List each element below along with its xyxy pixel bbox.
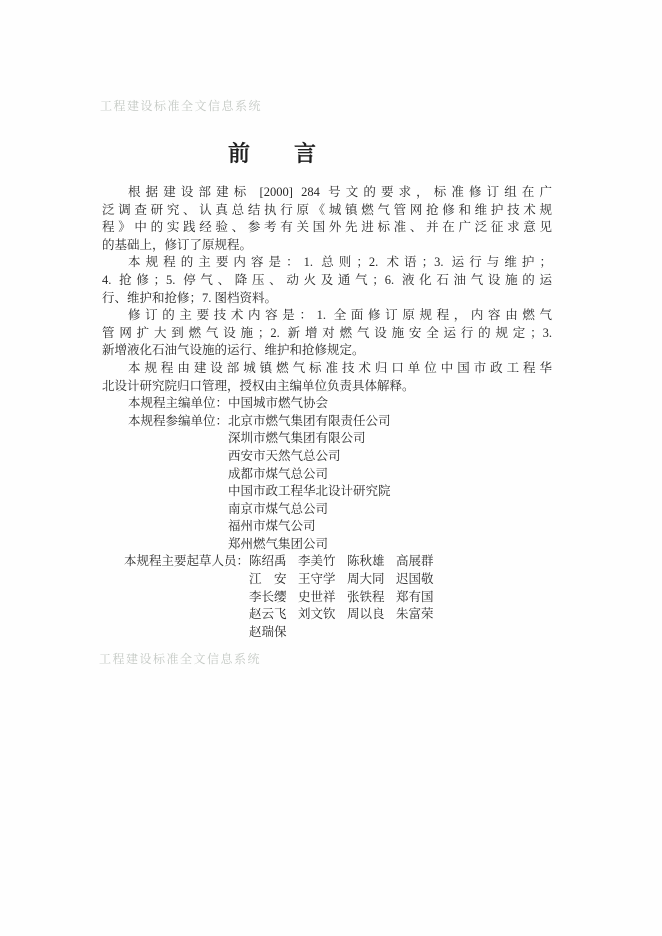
- participant-item: 南京市煤气总公司: [228, 501, 329, 516]
- drafter-row: [249, 606, 552, 624]
- drafters-row: [102, 553, 552, 641]
- paragraph-line: 的基础上，修订了原规程。: [102, 237, 253, 252]
- drafter-row: [249, 624, 552, 642]
- paragraph-line: 修订的主要技术内容是：1. 全面修订原规程，内容由燃气: [128, 308, 552, 323]
- drafter-name: 史世祥: [298, 589, 336, 604]
- watermark-top: 工程建设标准全文信息系统: [100, 99, 263, 113]
- chief-editor-value: 中国城市燃气协会: [228, 396, 329, 411]
- paragraph-line: 新增液化石油气设施的运行、维护和抢修规定。: [102, 343, 365, 358]
- drafter-name: 朱富荣: [396, 607, 434, 622]
- chief-editor-label: 本规程主编单位：: [128, 396, 229, 411]
- paragraph-line: 程》中的实践经验、参考有关国外先进标准、并在广泛征求意见: [102, 220, 552, 235]
- participant-item: 成都市煤气总公司: [228, 466, 329, 481]
- participating-units-row: [102, 413, 552, 554]
- paragraph-line: 本规程的主要内容是：1. 总则；2. 术语；3. 运行与维护；: [128, 255, 552, 270]
- drafter-name: 高展群: [396, 554, 434, 569]
- drafter-name: 迟国敬: [396, 572, 434, 587]
- drafter-row: [249, 571, 552, 589]
- drafter-name: 陈秋雄: [347, 554, 385, 569]
- paragraph: [102, 360, 552, 395]
- participant-item: 福州市煤气公司: [228, 519, 316, 534]
- paragraph-line: 管网扩大到燃气设施；2. 新增对燃气设施安全运行的规定；3.: [102, 325, 552, 340]
- paragraph-line: 4. 抢修；5. 停气、降压、动火及通气；6. 液化石油气设施的运: [102, 272, 552, 287]
- participating-units-list: [228, 413, 552, 554]
- drafter-row: [249, 589, 552, 607]
- chief-editor-row: [102, 395, 552, 413]
- drafter-name: 周大同: [347, 572, 385, 587]
- participant-item: 深圳市燃气集团有限公司: [228, 431, 366, 446]
- drafter-name: 郑有国: [396, 589, 434, 604]
- drafter-name: 赵云飞: [249, 607, 287, 622]
- preface-content: [102, 184, 552, 641]
- participant-item: 北京市燃气集团有限责任公司: [228, 413, 391, 428]
- participant-item: 西安市天然气总公司: [228, 448, 341, 463]
- paragraph-line: 本规程由建设部城镇燃气标准技术归口单位中国市政工程华: [128, 360, 552, 375]
- drafter-name: 赵瑞保: [249, 624, 287, 639]
- paragraph-line: 根据建设部建标 [2000] 284 号文的要求，标准修订组在广: [128, 185, 552, 199]
- drafter-row: [249, 553, 552, 571]
- drafters-grid: [249, 553, 552, 641]
- participant-item: 郑州燃气集团公司: [228, 536, 329, 551]
- preface-paragraphs: [102, 184, 552, 395]
- drafter-name: 李长缨: [249, 589, 287, 604]
- participating-units-label: 本规程参编单位：: [128, 413, 229, 428]
- paragraph-line: 行、维护和抢修；7. 图档资料。: [102, 290, 278, 305]
- paragraph-line: 泛调查研究、认真总结执行原《城镇燃气管网抢修和维护技术规: [102, 202, 552, 217]
- drafter-name: 张铁程: [347, 589, 385, 604]
- drafter-name: 陈绍禹: [249, 554, 287, 569]
- drafter-name: 李美竹: [298, 554, 336, 569]
- drafter-name: 江 安: [249, 572, 287, 587]
- drafter-name: 周以良: [347, 607, 385, 622]
- paragraph-line: 北设计研究院归口管理，授权由主编单位负责具体解释。: [102, 378, 415, 393]
- watermark-bottom: 工程建设标准全文信息系统: [99, 652, 262, 666]
- participant-item: 中国市政工程华北设计研究院: [228, 484, 391, 499]
- page-title: 前 言: [228, 141, 317, 166]
- drafter-name: 王守学: [298, 572, 336, 587]
- drafters-label: 本规程主要起草人员：: [124, 554, 250, 569]
- paragraph: [102, 307, 552, 360]
- paragraph: [102, 184, 552, 254]
- paragraph: [102, 254, 552, 307]
- drafter-name: 刘文钦: [298, 607, 336, 622]
